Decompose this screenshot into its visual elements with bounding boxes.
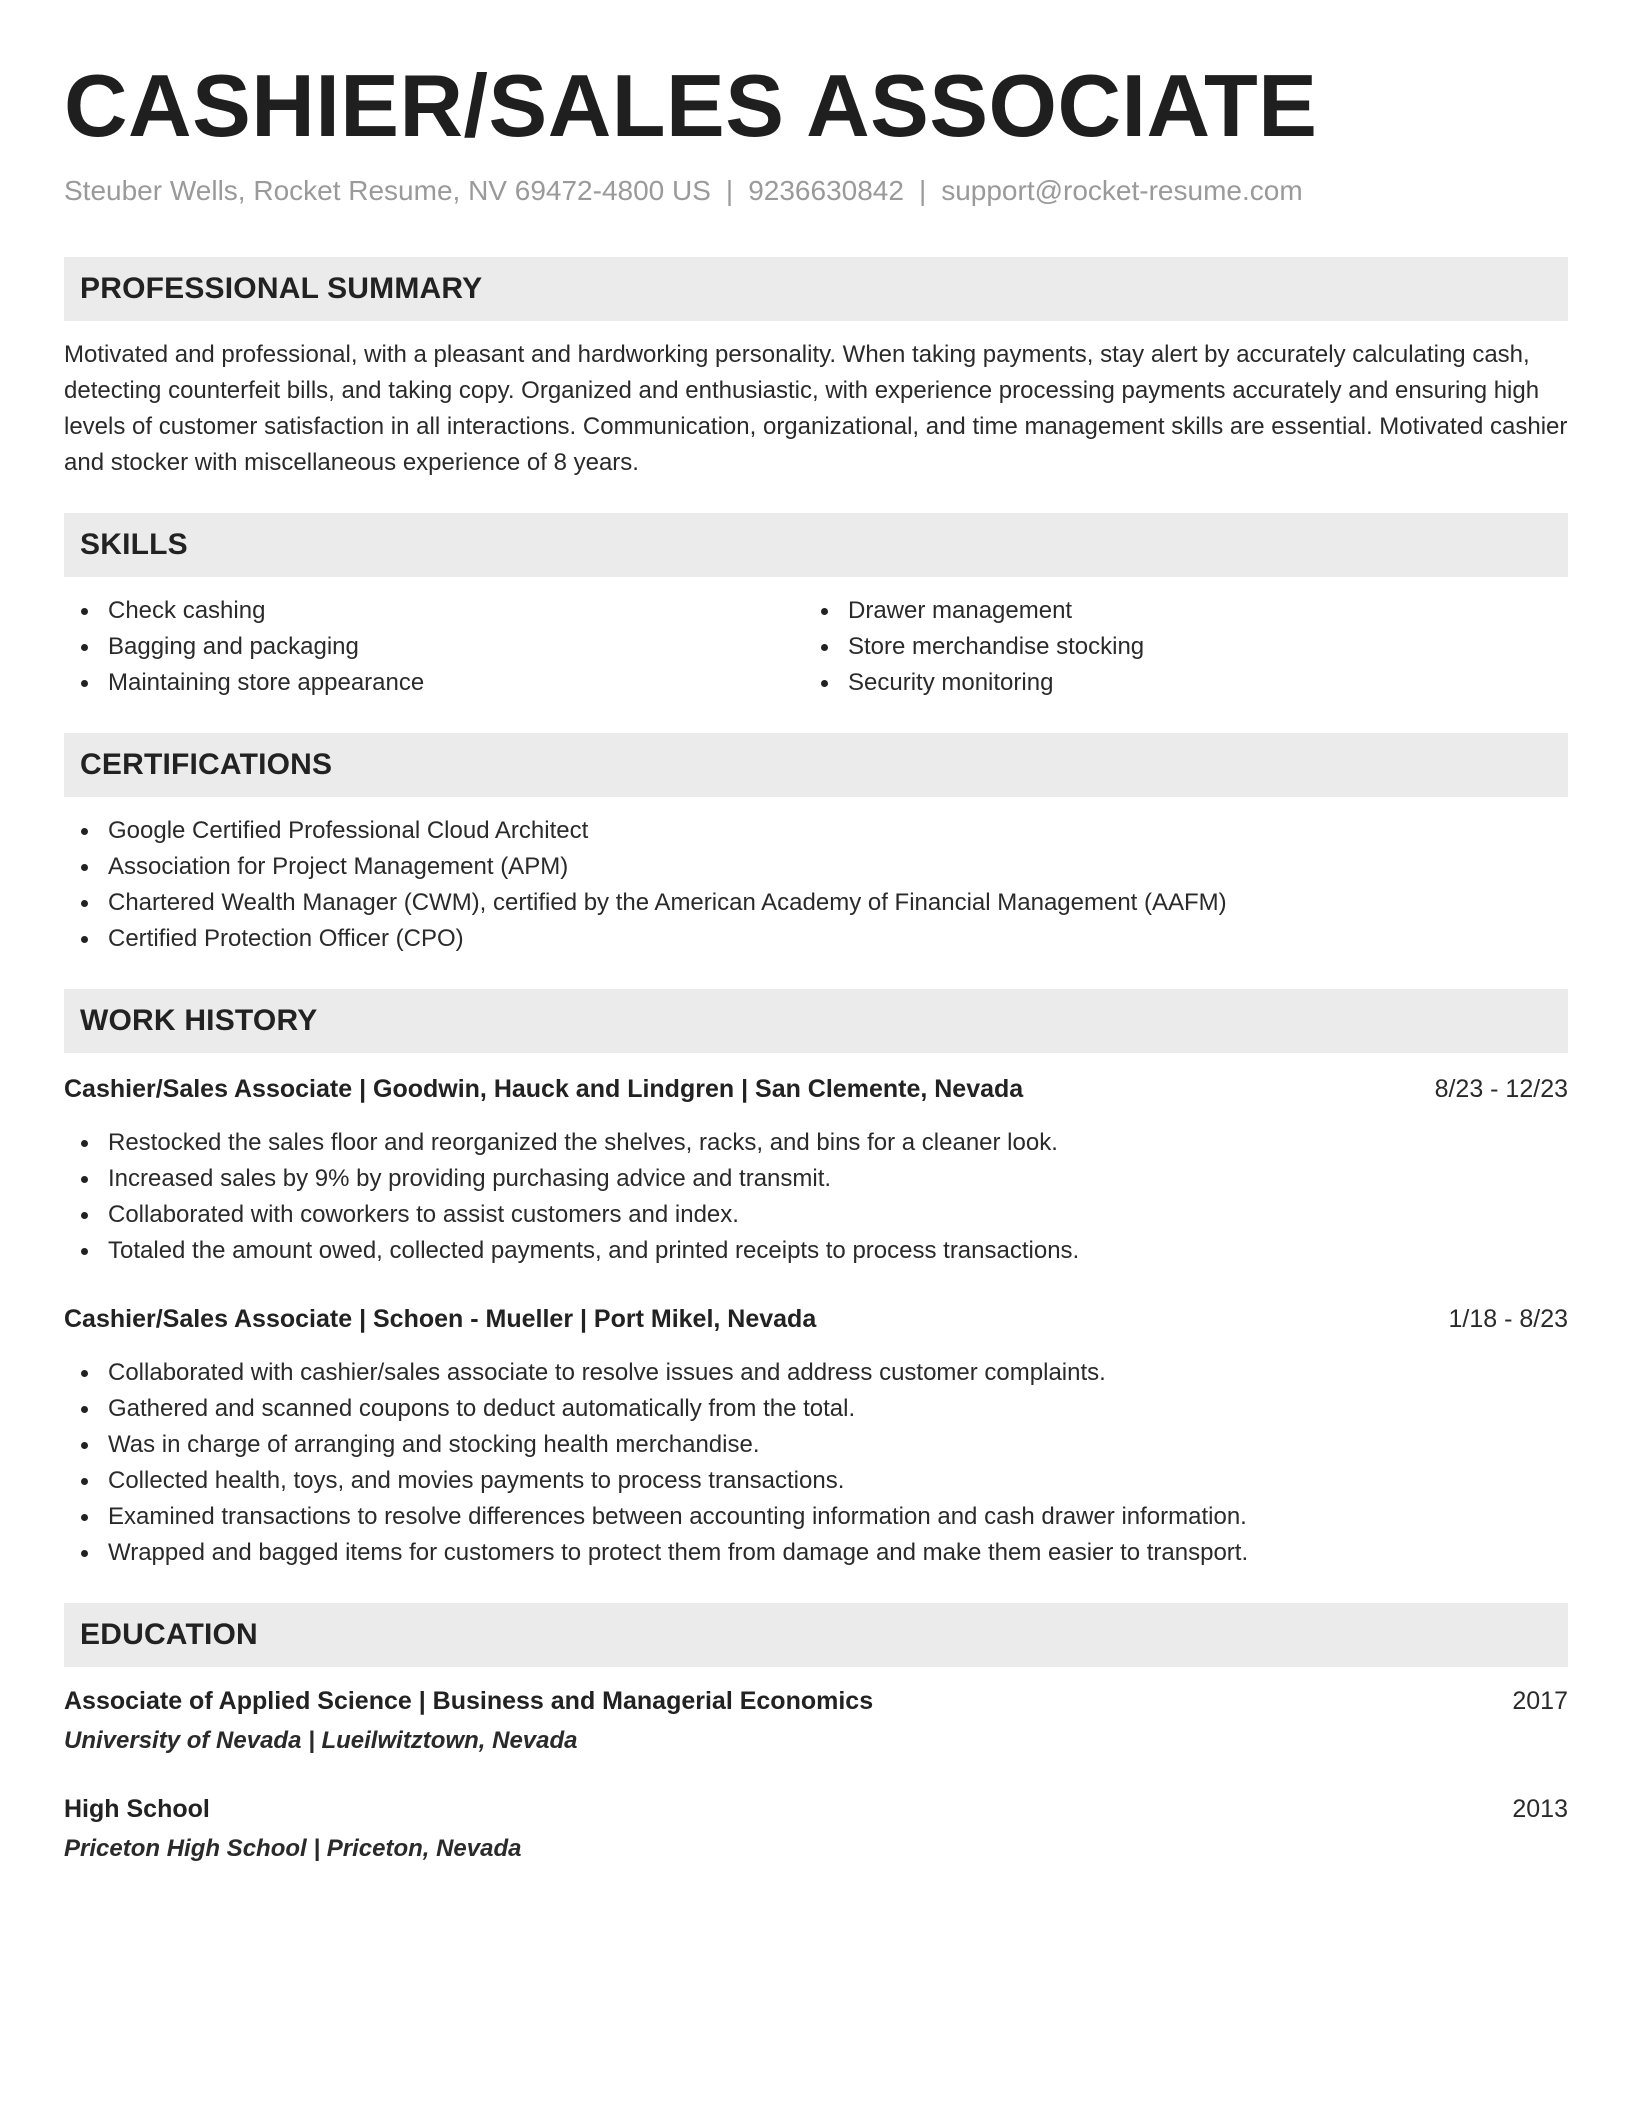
job-title: Cashier/Sales Associate | Schoen - Mueller | Port Mikel, Nevada: [64, 1305, 817, 1333]
job-bullet: Wrapped and bagged items for customers to protect them from damage and make them easier to transport.: [64, 1535, 1568, 1571]
education-school: Priceton High School | Priceton, Nevada: [64, 1835, 522, 1862]
skill-item: Drawer management: [804, 593, 1544, 629]
skill-item: Check cashing: [64, 593, 804, 629]
job-bullet: Restocked the sales floor and reorganized the shelves, racks, and bins for a cleaner look.: [64, 1125, 1568, 1161]
certification-item: Chartered Wealth Manager (CWM), certified by the American Academy of Financial Management (AAFM): [64, 885, 1568, 921]
job-bullet: Totaled the amount owed, collected payments, and printed receipts to process transactions.: [64, 1233, 1568, 1269]
summary-text: Motivated and professional, with a pleasant and hardworking personality. When taking payments, stay alert by accurately calculating cash, detecting counterfeit bills, and taking copy. Organized and enthusiastic, with experience processing payments accurately and ensuring high levels of customer satisfaction in all interactions. Communication, organizational, and time management skills are essential. Motivated cashier and stocker with miscellaneous experience of 8 years.: [64, 341, 1568, 476]
section-header-work-history: WORK HISTORY: [64, 989, 1568, 1053]
job-bullet: Gathered and scanned coupons to deduct automatically from the total.: [64, 1391, 1568, 1427]
certification-list: [64, 813, 1568, 957]
section-header-summary: PROFESSIONAL SUMMARY: [64, 257, 1568, 321]
job-dates: 1/18 - 8/23: [1448, 1305, 1568, 1333]
job-bullet-list: [64, 1355, 1568, 1571]
job-bullet: Was in charge of arranging and stocking health merchandise.: [64, 1427, 1568, 1463]
section-header-skills: SKILLS: [64, 513, 1568, 577]
contact-email: support@rocket-resume.com: [941, 175, 1303, 206]
education-degree: Associate of Applied Science | Business and Managerial Economics: [64, 1687, 874, 1715]
education-heading-row: [64, 1683, 1568, 1719]
job-heading-row: [64, 1301, 1568, 1337]
job-bullet: Collaborated with coworkers to assist customers and index.: [64, 1197, 1568, 1233]
job-bullet: Collected health, toys, and movies payments to process transactions.: [64, 1463, 1568, 1499]
education-degree: High School: [64, 1795, 210, 1823]
job-title: Cashier/Sales Associate | Goodwin, Hauck and Lindgren | San Clemente, Nevada: [64, 1075, 1024, 1103]
certification-item: Association for Project Management (APM): [64, 849, 1568, 885]
certification-item: Certified Protection Officer (CPO): [64, 921, 1568, 957]
skill-item: Store merchandise stocking: [804, 629, 1544, 665]
job-bullet: Examined transactions to resolve differences between accounting information and cash drawer information.: [64, 1499, 1568, 1535]
job-dates: 8/23 - 12/23: [1434, 1075, 1568, 1103]
job-bullet: Collaborated with cashier/sales associate to resolve issues and address customer complaints.: [64, 1355, 1568, 1391]
skills-grid: [64, 593, 1568, 701]
skill-item: Bagging and packaging: [64, 629, 804, 665]
job-bullet-list: [64, 1125, 1568, 1269]
skills-column-right: [804, 593, 1544, 701]
skills-column-left: [64, 593, 804, 701]
section-header-education: EDUCATION: [64, 1603, 1568, 1667]
candidate-title: CASHIER/SALES ASSOCIATE: [64, 56, 1318, 155]
contact-address: Steuber Wells, Rocket Resume, NV 69472-4800 US: [64, 175, 711, 206]
education-year: 2017: [1512, 1687, 1568, 1715]
skill-item: Security monitoring: [804, 665, 1544, 701]
contact-separator: |: [725, 175, 734, 206]
skill-item: Maintaining store appearance: [64, 665, 804, 701]
job-heading-row: [64, 1071, 1568, 1107]
section-header-certifications: CERTIFICATIONS: [64, 733, 1568, 797]
certification-item: Google Certified Professional Cloud Architect: [64, 813, 1568, 849]
contact-line: [64, 174, 1568, 208]
education-heading-row: [64, 1791, 1568, 1827]
education-school: University of Nevada | Lueilwitztown, Nevada: [64, 1727, 578, 1754]
job-bullet: Increased sales by 9% by providing purchasing advice and transmit.: [64, 1161, 1568, 1197]
contact-phone: 9236630842: [748, 175, 904, 206]
education-year: 2013: [1512, 1795, 1568, 1823]
contact-separator: |: [918, 175, 927, 206]
